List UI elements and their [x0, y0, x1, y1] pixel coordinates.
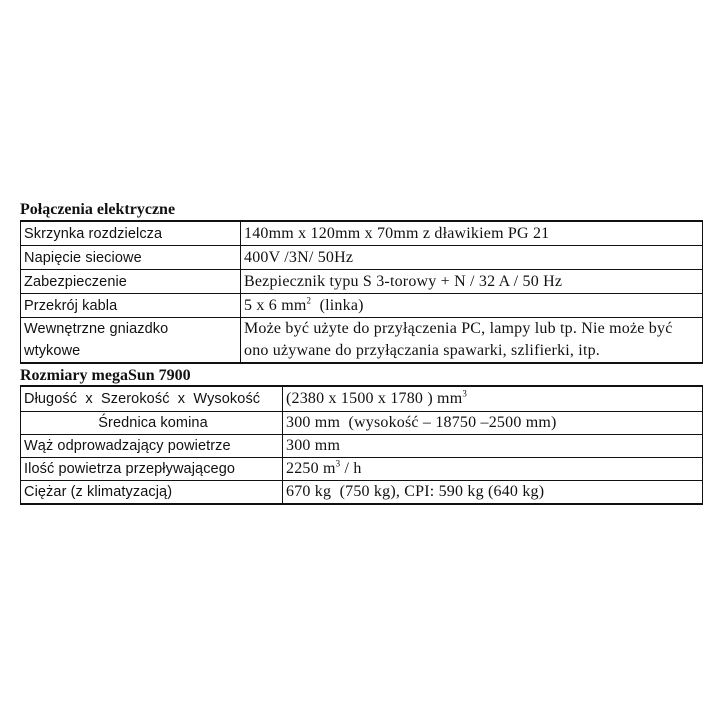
row-label: Skrzynka rozdzielcza [21, 221, 241, 246]
row-label: Wąż odprowadzający powietrze [21, 435, 283, 458]
table-row [21, 481, 703, 505]
row-value [283, 386, 703, 412]
table-row [21, 246, 703, 270]
row-value: Może być użyte do przyłączenia PC, lampy lub tp. Nie może być ono używane do przyłączania spawarki, szlifierki, itp. [241, 318, 703, 364]
row-label: Napięcie sieciowe [21, 246, 241, 270]
table-row [21, 270, 703, 294]
table-row [21, 318, 703, 364]
dimensions-spec-table [20, 385, 703, 505]
table-row [21, 221, 703, 246]
table-row [21, 386, 703, 412]
row-label: Wewnętrzne gniazdko wtykowe [21, 318, 241, 364]
value-main: 5 x 6 mm [244, 296, 307, 314]
row-value: 140mm x 120mm x 70mm z dławikiem PG 21 [241, 221, 703, 246]
row-label: Przekrój kabla [21, 294, 241, 318]
value-main: (2380 x 1500 x 1780 ) mm [286, 390, 463, 407]
row-value: 400V /3N/ 50Hz [241, 246, 703, 270]
row-label: Zabezpieczenie [21, 270, 241, 294]
row-value: 300 mm [283, 435, 703, 458]
section-title-dimensions: Rozmiary megaSun 7900 [20, 367, 191, 384]
table-row [21, 294, 703, 318]
row-label: Ilość powietrza przepływającego [21, 458, 283, 481]
value-main: 2250 m [286, 460, 336, 477]
row-label: Długość x Szerokość x Wysokość [21, 386, 283, 412]
value-superscript: 2 [306, 295, 312, 306]
section-title-electrical: Połączenia elektryczne [20, 201, 176, 218]
value-rest: (linka) [311, 296, 364, 314]
row-value [283, 458, 703, 481]
row-label: Średnica komina [21, 412, 283, 435]
table-row [21, 412, 703, 435]
row-value: 670 kg (750 kg), CPI: 590 kg (640 kg) [283, 481, 703, 505]
table-row [21, 435, 703, 458]
table-row [21, 458, 703, 481]
value-superscript: 3 [462, 388, 468, 399]
row-value [241, 294, 703, 318]
value-superscript: 3 [335, 458, 341, 469]
row-label: Ciężar (z klimatyzacją) [21, 481, 283, 505]
row-value: 300 mm (wysokość – 18750 –2500 mm) [283, 412, 703, 435]
value-rest: / h [340, 460, 362, 477]
electrical-spec-table [20, 220, 703, 364]
row-value: Bezpiecznik typu S 3-torowy + N / 32 A / 50 Hz [241, 270, 703, 294]
